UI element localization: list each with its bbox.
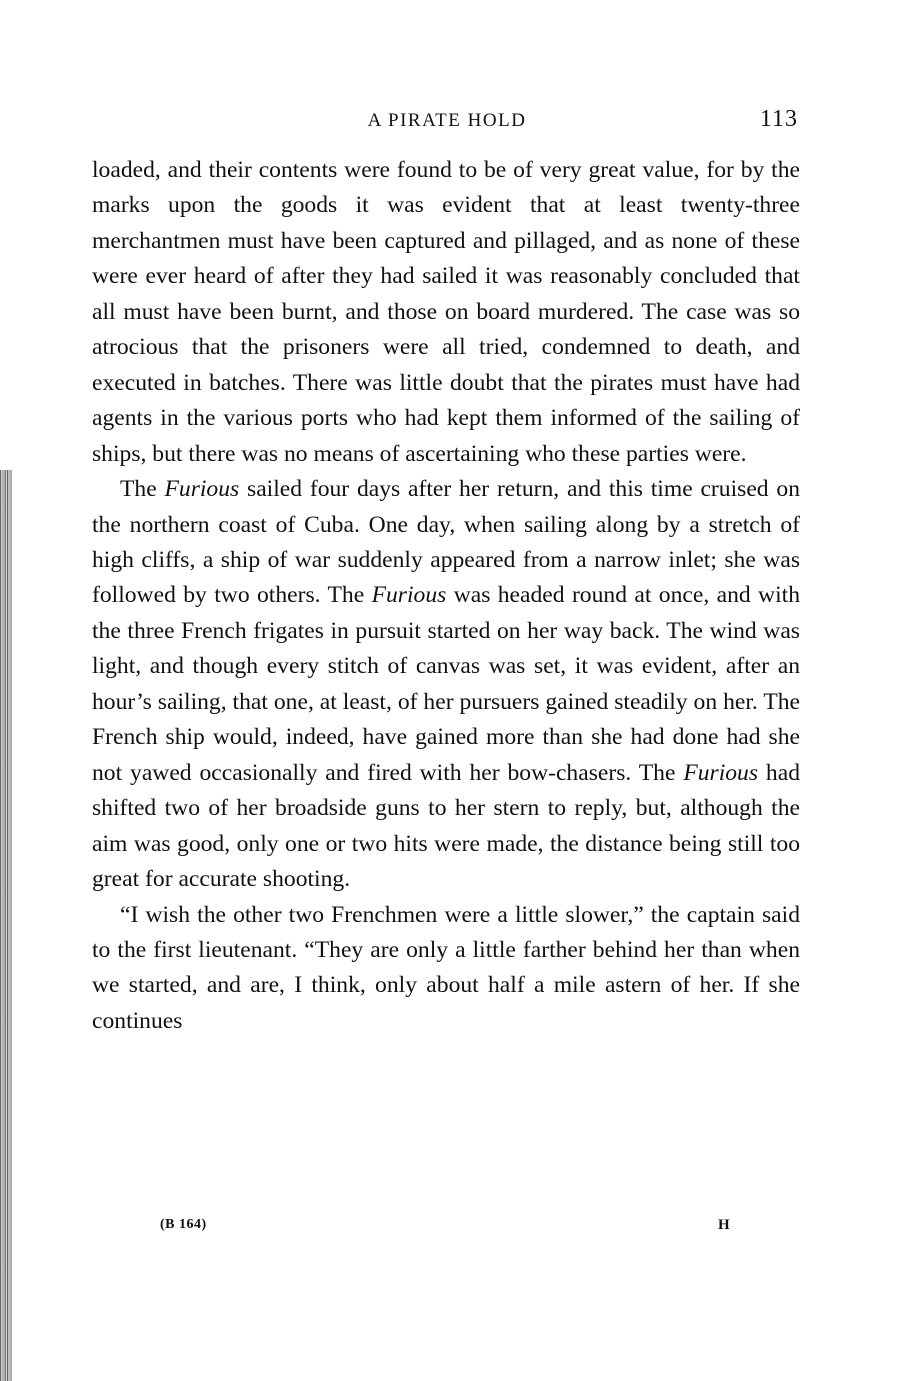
ship-name: Furious	[164, 476, 240, 503]
body-text	[92, 153, 800, 1039]
ship-name: Furious	[683, 759, 759, 786]
ship-name: Furious	[371, 582, 447, 609]
page-number: 113	[759, 106, 798, 132]
p2-text-2: sailed four days after her return, and this time cruised on the northern coast of Cuba. One day, when sailing along by a stretch of high cliffs, a ship of war suddenly appeared from a narrow inlet; she was followed by two others. The	[92, 476, 800, 609]
p2-text-1: The	[120, 476, 165, 503]
signature-mark: (B 164)	[160, 1217, 207, 1232]
paragraph-3: “I wish the other two Frenchmen were a little slower,” the captain said to the first lieutenant. “They are only a little farther behind her than when we started, and are, I think, only about half a mile astern of her. If she continues	[92, 901, 800, 1034]
running-title: A PIRATE HOLD	[367, 110, 527, 131]
p2-text-3: was headed round at once, and with the three French frigates in pursuit started on her way back. The wind was light, and though every stitch of canvas was set, it was evident, after an hour’s sailing, that one, at least, of her pursuers gained steadily on her. The French ship would, indeed, have gained more than she had done had she not yawed occasionally and fired with her bow-chasers. The	[92, 582, 800, 786]
running-head	[92, 108, 802, 136]
paragraph-1: loaded, and their contents were found to be of very great value, for by the marks upon the goods it was evident that at least twenty-three merchantmen must have been captured and pillaged, and as none of these were ever heard of after they had sailed it was reasonably concluded that all must have been burnt, and those on board murdered. The case was so atrocious that the prisoners were all tried, condemned to death, and executed in batches. There was little doubt that the pirates must have had agents in the various ports who had kept them informed of the sailing of ships, but there was no means of ascertaining who these parties were.	[92, 157, 800, 467]
signature-letter: H	[718, 1217, 730, 1233]
paragraph-2	[92, 472, 800, 897]
binding-shadow	[0, 470, 12, 1381]
p2-text-4: had shifted two of her broadside guns to her stern to reply, but, although the aim was good, only one or two hits were made, the distance being still too great for accurate shooting.	[92, 759, 800, 893]
